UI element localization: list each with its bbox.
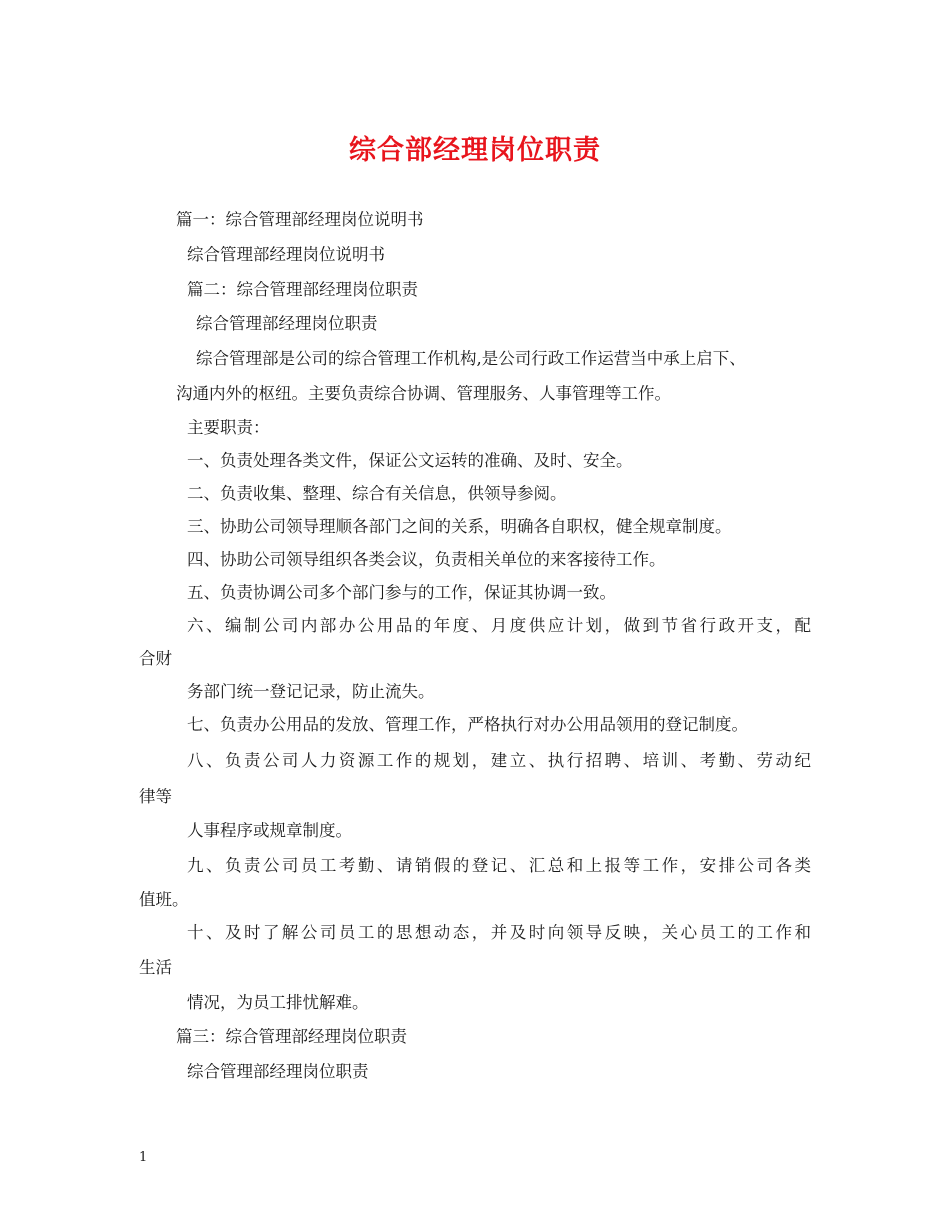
section-heading-2: 篇二：综合管理部经理岗位职责 <box>187 280 418 299</box>
paragraph-line: 生活 <box>139 958 172 977</box>
paragraph-line: 综合管理部经理岗位说明书 <box>187 245 385 264</box>
duty-item: 七、负责办公用品的发放、管理工作，严格执行对办公用品领用的登记制度。 <box>187 715 748 734</box>
page-number: 1 <box>139 1150 148 1165</box>
duty-item: 十、及时了解公司员工的思想动态，并及时向领导反映，关心员工的工作和 <box>187 923 811 942</box>
paragraph-line: 主要职责： <box>187 418 270 437</box>
paragraph-line: 综合管理部经理岗位职责 <box>196 314 378 333</box>
paragraph-line: 值班。 <box>139 890 189 909</box>
paragraph-line: 情况，为员工排忧解难。 <box>187 993 369 1012</box>
paragraph-line: 沟通内外的枢纽。主要负责综合协调、管理服务、人事管理等工作。 <box>176 384 671 403</box>
section-heading-3: 篇三：综合管理部经理岗位职责 <box>176 1027 407 1046</box>
paragraph-line: 务部门统一登记记录，防止流失。 <box>187 682 435 701</box>
duty-item: 一、负责处理各类文件，保证公文运转的准确、及时、安全。 <box>187 451 633 470</box>
duty-item: 九、负责公司员工考勤、请销假的登记、汇总和上报等工作，安排公司各类 <box>187 856 811 875</box>
duty-item: 二、负责收集、整理、综合有关信息，供领导参阅。 <box>187 484 567 503</box>
duty-item: 五、负责协调公司多个部门参与的工作，保证其协调一致。 <box>187 583 616 602</box>
paragraph-line: 合财 <box>139 649 172 668</box>
duty-item: 四、协助公司领导组织各类会议，负责相关单位的来客接待工作。 <box>187 550 666 569</box>
section-heading-1: 篇一：综合管理部经理岗位说明书 <box>176 210 424 229</box>
paragraph-line: 人事程序或规章制度。 <box>187 821 352 840</box>
duty-item: 六、编制公司内部办公用品的年度、月度供应计划，做到节省行政开支，配 <box>187 616 811 635</box>
duty-item: 三、协助公司领导理顺各部门之间的关系，明确各自职权，健全规章制度。 <box>187 517 732 536</box>
paragraph-line: 综合管理部是公司的综合管理工作机构,是公司行政工作运营当中承上启下、 <box>196 349 746 368</box>
paragraph-line: 律等 <box>139 787 172 806</box>
paragraph-line: 综合管理部经理岗位职责 <box>187 1062 369 1081</box>
document-title: 综合部经理岗位职责 <box>349 135 601 166</box>
duty-item: 八、负责公司人力资源工作的规划，建立、执行招聘、培训、考勤、劳动纪 <box>187 751 811 770</box>
